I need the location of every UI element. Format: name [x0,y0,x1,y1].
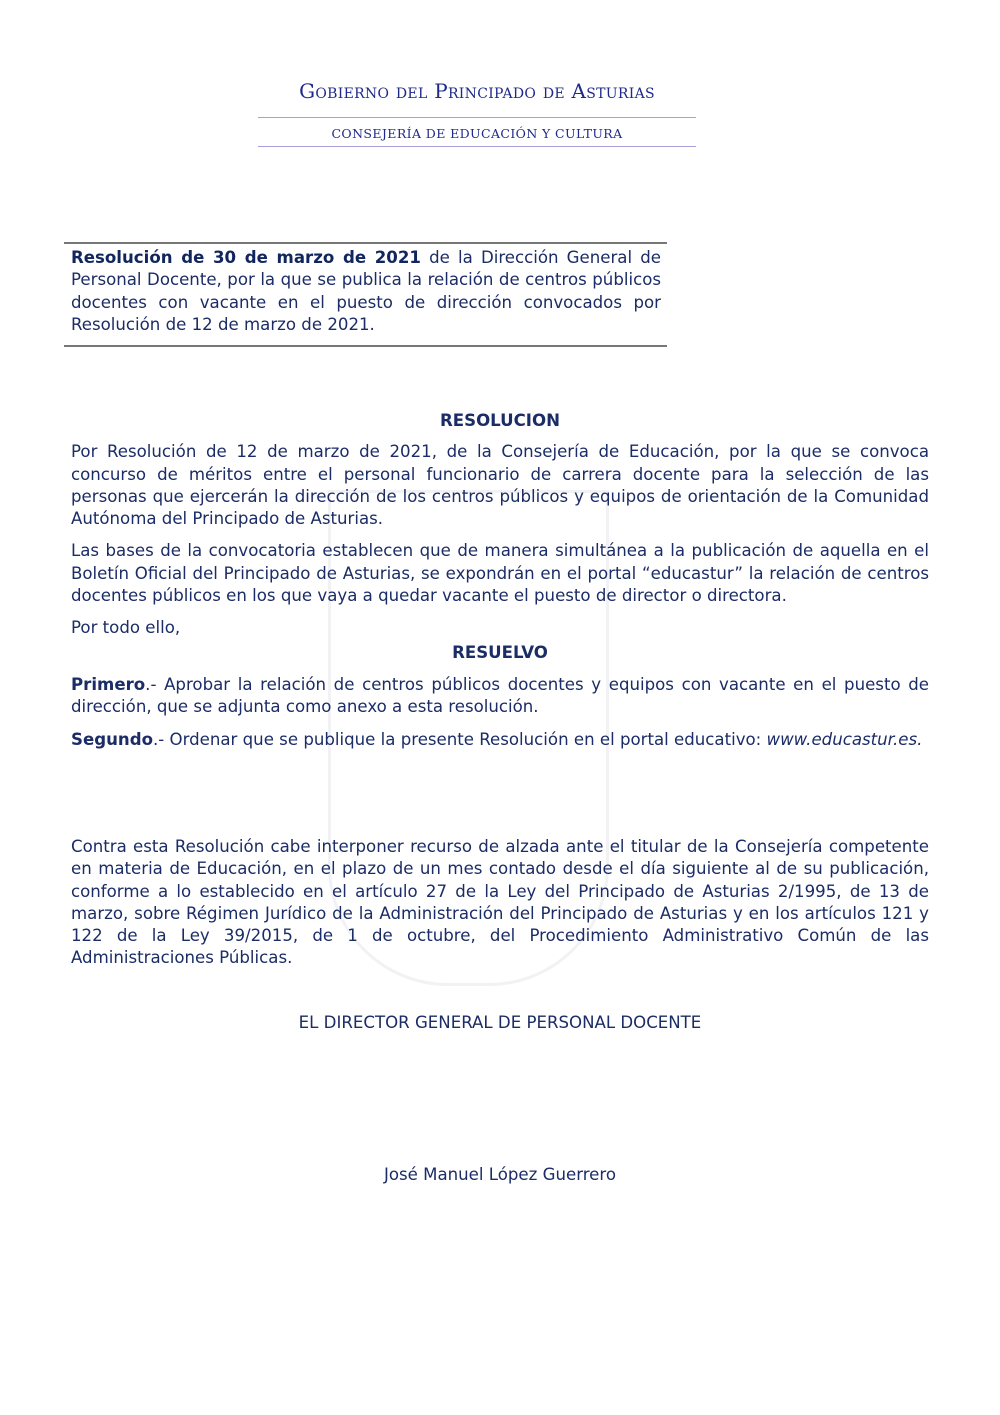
signatory-role: EL DIRECTOR GENERAL DE PERSONAL DOCENTE [298,1013,702,1032]
summary-text: de la Dirección General de Personal Docente, por la que se publica la relación de centros públicos docentes con vacante en el puesto de dirección convocados por Resolución de 12 de marzo de 2021. [71,248,661,334]
paragraph: Las bases de la convocatoria establecen que de manera simultánea a la publicación de aquella en el Boletín Oficial del Principado de Asturias, se expondrán en el portal “educastur” la relación de centros docentes públicos en los que vaya a quedar vacante el puesto de director o directora. [71,541,929,606]
resolution-body [71,410,929,761]
segundo-label: Segundo [71,729,153,749]
header-divider [258,117,696,118]
educastur-link[interactable]: www.educastur.es. [766,729,923,749]
government-title: Gobierno del Principado de Asturias [299,79,655,103]
primero-label: Primero [71,674,146,694]
paragraph-segundo [71,729,929,751]
primero-text: .- Aprobar la relación de centros públicos docentes y equipos con vacante en el puesto de dirección, que se adjunta como anexo a esta resolución. [71,674,929,717]
summary-bold: Resolución de 30 de marzo de 2021 [71,248,421,267]
paragraph-primero [71,674,929,719]
paragraph: Por Resolución de 12 de marzo de 2021, de la Consejería de Educación, por la que se convoca concurso de méritos entre el personal funcionario de carrera docente para la selección de las personas que ejercerán la dirección de los centros públicos y equipos de orientación de la Comunidad Autónoma del Principado de Asturias. [71,442,929,529]
segundo-text: .- Ordenar que se publique la presente Resolución en el portal educativo: [153,729,767,749]
paragraph: Por todo ello, [71,618,181,638]
header-divider [258,146,696,147]
appeal-paragraph: Contra esta Resolución cabe interponer recurso de alzada ante el titular de la Consejería competente en materia de Educación, en el plazo de un mes contado desde el día siguiente al de su publicación, conforme a lo establecido en el artículo 27 de la Ley del Principado de Asturias 2/1995, de 13 de marzo, sobre Régimen Jurídico de la Administración del Principado de Asturias y en los artículos 121 y 122 de la Ley 39/2015, de 1 de octubre, del Procedimiento Administrativo Común de las Administraciones Públicas. [71,837,929,968]
heading-resuelvo: RESUELVO [452,642,548,662]
department-subtitle: CONSEJERÍA DE EDUCACIÓN Y CULTURA [331,126,623,141]
heading-resolucion: RESOLUCION [440,411,560,430]
signatory-name: José Manuel López Guerrero [383,1165,616,1184]
resolution-summary [64,242,667,347]
